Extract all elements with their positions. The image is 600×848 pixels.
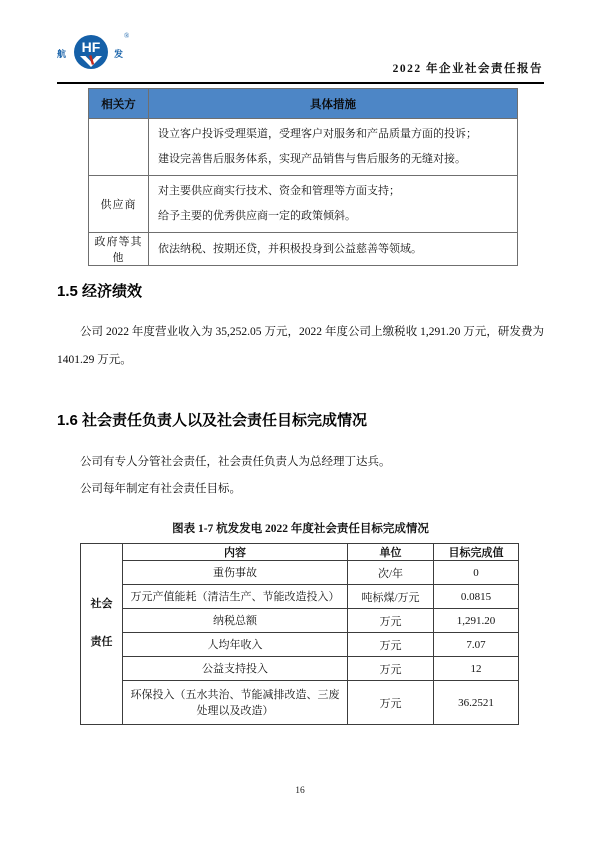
- content-cell: 环保投入（五水共治、节能减排改造、三废处理以及改造）: [123, 681, 348, 725]
- company-logo-icon: [56, 28, 134, 78]
- column-header-party: 相关方: [89, 89, 149, 119]
- table-caption: 图表 1-7 杭发发电 2022 年度社会责任目标完成情况: [172, 523, 429, 535]
- value-cell: 36.2521: [434, 681, 519, 725]
- csr-goal-table: [80, 543, 519, 725]
- paragraph: 公司每年制定有社会责任目标。: [80, 483, 241, 495]
- table-row: [81, 633, 519, 657]
- report-header-title: 2022 年企业社会责任报告: [392, 63, 543, 75]
- column-header-value: 目标完成值: [434, 544, 519, 561]
- value-cell: 12: [434, 657, 519, 681]
- unit-cell: 万元: [348, 681, 434, 725]
- party-cell: [89, 119, 149, 176]
- party-cell: 政府等其他: [89, 233, 149, 266]
- unit-cell: 吨标煤/万元: [348, 585, 434, 609]
- measures-cell: [149, 119, 518, 176]
- logo-right-char: 发: [114, 49, 124, 59]
- table-row: [81, 585, 519, 609]
- table-row: [81, 681, 519, 725]
- unit-cell: 万元: [348, 609, 434, 633]
- registered-trademark-icon: ®: [124, 32, 130, 40]
- content-cell: 万元产值能耗（清洁生产、节能改造投入）: [123, 585, 348, 609]
- logo-left-char: 航: [57, 49, 67, 59]
- group-label-line: 社会: [90, 598, 113, 610]
- table-header-row: [89, 89, 518, 119]
- content-cell: 重伤事故: [123, 561, 348, 585]
- table-header-row: [81, 544, 519, 561]
- column-header-measures: 具体措施: [149, 89, 518, 119]
- party-cell: 供应商: [89, 176, 149, 233]
- measure-line: 依法纳税、按期还贷，并积极投身到公益慈善等领域。: [158, 242, 422, 255]
- table-row: [81, 657, 519, 681]
- section-heading-1-5: 1.5 经济绩效: [57, 283, 143, 300]
- value-cell: 7.07: [434, 633, 519, 657]
- section-1-6-paragraphs: [57, 449, 544, 503]
- value-cell: 1,291.20: [434, 609, 519, 633]
- measure-line: 对主要供应商实行技术、资金和管理等方面支持；: [158, 185, 400, 197]
- measure-line: 设立客户投诉受理渠道，受理客户对服务和产品质量方面的投诉；: [158, 128, 477, 140]
- table-row: [89, 176, 518, 233]
- stakeholder-measures-table: [88, 88, 518, 266]
- measure-line: 建设完善售后服务体系，实现产品销售与售后服务的无缝对接。: [158, 153, 466, 165]
- content-cell: 公益支持投入: [123, 657, 348, 681]
- measures-cell: [149, 233, 518, 266]
- table-row: [89, 119, 518, 176]
- table-row: [89, 233, 518, 266]
- page-number: 16: [295, 786, 305, 796]
- paragraph: 公司有专人分管社会责任，社会责任负责人为总经理丁达兵。: [80, 456, 391, 468]
- value-cell: 0: [434, 561, 519, 585]
- table-row: [81, 561, 519, 585]
- content-cell: 纳税总额: [123, 609, 348, 633]
- unit-cell: 万元: [348, 633, 434, 657]
- column-header-content: 内容: [123, 544, 348, 561]
- value-cell: 0.0815: [434, 585, 519, 609]
- section-heading-1-6: 1.6 社会责任负责人以及社会责任目标完成情况: [57, 412, 368, 429]
- content-cell: 人均年收入: [123, 633, 348, 657]
- unit-cell: 次/年: [348, 561, 434, 585]
- measure-line: 给予主要的优秀供应商一定的政策倾斜。: [158, 210, 356, 222]
- table-row: [81, 609, 519, 633]
- group-label-line: 责任: [90, 636, 113, 648]
- column-header-unit: 单位: [348, 544, 434, 561]
- group-label-cell: [81, 544, 123, 725]
- logo-hf-text: HF: [81, 39, 101, 55]
- unit-cell: 万元: [348, 657, 434, 681]
- measures-cell: [149, 176, 518, 233]
- company-logo: [56, 28, 134, 83]
- section-1-5-paragraph: 公司 2022 年度营业收入为 35,252.05 万元，2022 年度公司上缴税收 1,291.20 万元，研发费为 1401.29 万元。: [57, 326, 544, 366]
- header-divider: [57, 82, 544, 84]
